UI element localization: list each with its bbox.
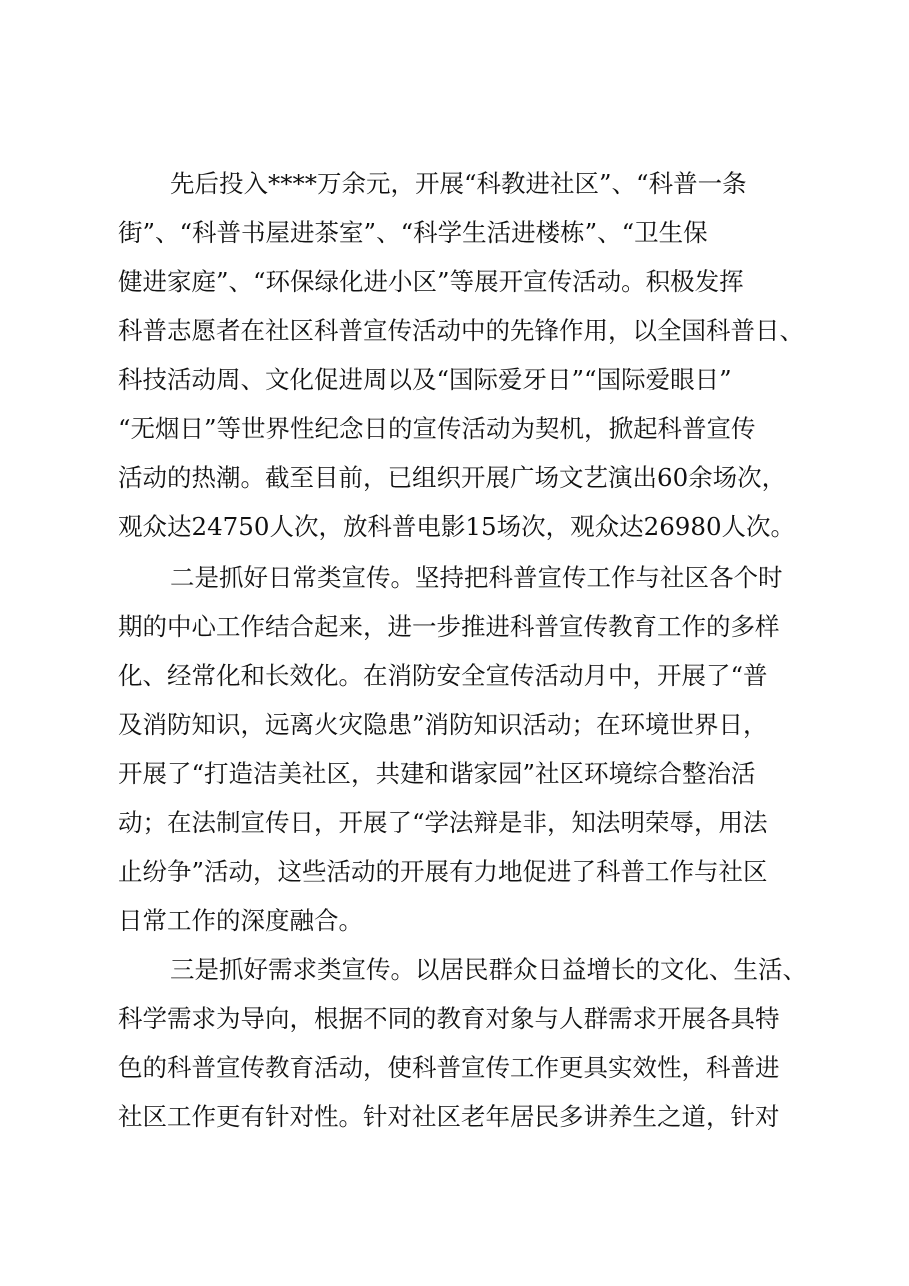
paragraph-2-line-1: 二是抓好日常类宣传。坚持把科普宣传工作与社区各个时: [170, 563, 783, 592]
paragraph-3-line-2: 科学需求为导向，根据不同的教育对象与人群需求开展各具特: [118, 1004, 780, 1033]
paragraph-1-line-1: 先后投入****万余元，开展“科教进社区”、“科普一条: [170, 169, 747, 198]
paragraph-1-line-5: 科技活动周、文化促进周以及“国际爱牙日”“国际爱眼日”: [118, 365, 732, 394]
paragraph-3-line-3: 色的科普宣传教育活动，使科普宣传工作更具实效性，科普进: [118, 1053, 780, 1082]
paragraph-1-line-3: 健进家庭”、“环保绿化进小区”等展开宣传活动。积极发挥: [118, 267, 744, 296]
paragraph-1-line-4: 科普志愿者在社区科普宣传活动中的先锋作用，以全国科普日、: [118, 316, 804, 345]
paragraph-2-line-6: 动；在法制宣传日，开展了“学法辩是非，知法明荣辱，用法: [118, 808, 768, 837]
paragraph-2-line-4: 及消防知识，远离火灾隐患”消防知识活动；在环境世界日，: [118, 710, 768, 739]
paragraph-2-line-3: 化、经常化和长效化。在消防安全宣传活动月中，开展了“普: [118, 661, 768, 690]
paragraph-1-line-7: 活动的热潮。截至目前，已组织开展广场文艺演出60余场次，: [118, 463, 787, 492]
paragraph-3-line-4: 社区工作更有针对性。针对社区老年居民多讲养生之道，针对: [118, 1102, 780, 1131]
paragraph-1-line-8: 观众达24750人次，放科普电影15场次，观众达26980人次。: [118, 512, 796, 541]
paragraph-2-line-7: 止纷争”活动，这些活动的开展有力地促进了科普工作与社区: [118, 857, 768, 886]
paragraph-2-line-2: 期的中心工作结合起来，进一步推进科普宣传教育工作的多样: [118, 612, 780, 641]
paragraph-2-line-5: 开展了“打造洁美社区，共建和谐家园”社区环境综合整治活: [118, 759, 756, 788]
paragraph-1-line-2: 街”、“科普书屋进茶室”、“科学生活进楼栋”、“卫生保: [118, 218, 708, 247]
paragraph-2-line-8: 日常工作的深度融合。: [118, 906, 363, 935]
paragraph-3-line-1: 三是抓好需求类宣传。以居民群众日益增长的文化、生活、: [170, 955, 807, 984]
paragraph-1-line-6: “无烟日”等世界性纪念日的宣传活动为契机，掀起科普宣传: [118, 414, 756, 443]
